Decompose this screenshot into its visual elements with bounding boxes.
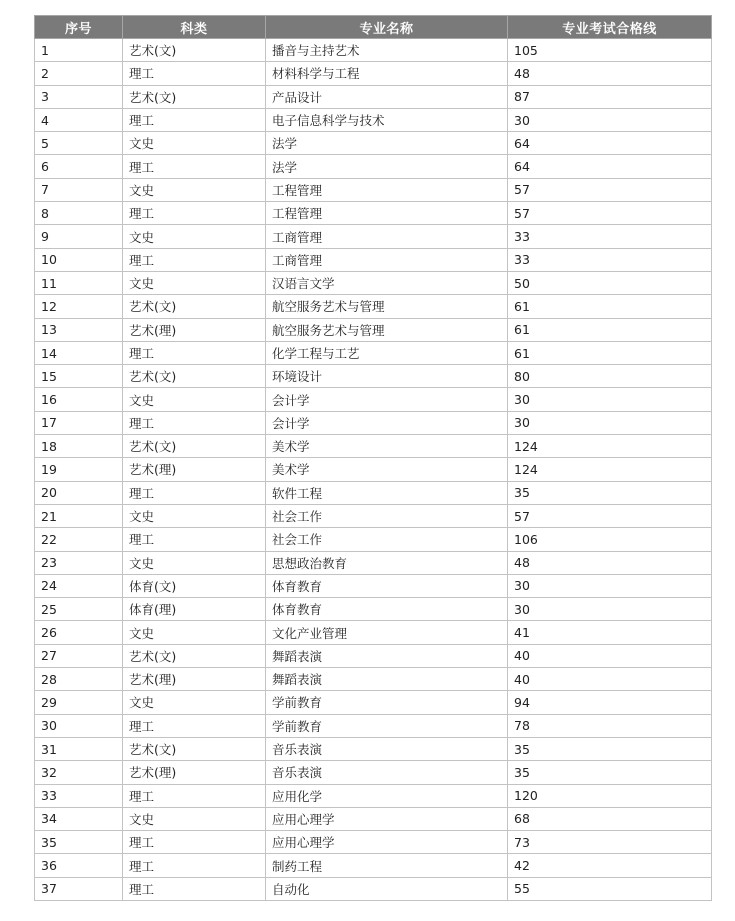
cell-major-name: 音乐表演: [266, 761, 508, 784]
cell-category: 文史: [123, 388, 266, 411]
cell-index: 4: [35, 108, 123, 131]
cell-major-name: 体育教育: [266, 598, 508, 621]
cell-major-name: 软件工程: [266, 481, 508, 504]
header-major-name: 专业名称: [266, 16, 508, 39]
table-row: [35, 295, 712, 318]
cell-index: 8: [35, 202, 123, 225]
score-table: [34, 15, 712, 901]
cell-passing-score: 124: [508, 458, 712, 481]
cell-category: 理工: [123, 877, 266, 900]
cell-passing-score: 40: [508, 644, 712, 667]
table-row: [35, 621, 712, 644]
cell-category: 文史: [123, 132, 266, 155]
cell-index: 34: [35, 807, 123, 830]
cell-category: 理工: [123, 831, 266, 854]
cell-index: 37: [35, 877, 123, 900]
cell-index: 5: [35, 132, 123, 155]
cell-passing-score: 33: [508, 225, 712, 248]
cell-index: 15: [35, 365, 123, 388]
cell-category: 文史: [123, 225, 266, 248]
table-row: [35, 225, 712, 248]
table-row: [35, 458, 712, 481]
cell-passing-score: 57: [508, 178, 712, 201]
cell-category: 理工: [123, 155, 266, 178]
cell-category: 艺术(理): [123, 318, 266, 341]
cell-passing-score: 68: [508, 807, 712, 830]
cell-passing-score: 73: [508, 831, 712, 854]
cell-passing-score: 78: [508, 714, 712, 737]
table-row: [35, 248, 712, 271]
cell-category: 理工: [123, 481, 266, 504]
table-row: [35, 784, 712, 807]
cell-passing-score: 48: [508, 62, 712, 85]
cell-category: 艺术(文): [123, 85, 266, 108]
cell-category: 艺术(理): [123, 458, 266, 481]
cell-passing-score: 42: [508, 854, 712, 877]
table-row: [35, 85, 712, 108]
cell-passing-score: 30: [508, 411, 712, 434]
cell-category: 理工: [123, 248, 266, 271]
cell-category: 艺术(文): [123, 737, 266, 760]
table-row: [35, 39, 712, 62]
cell-passing-score: 120: [508, 784, 712, 807]
cell-major-name: 工商管理: [266, 225, 508, 248]
cell-index: 27: [35, 644, 123, 667]
cell-category: 文史: [123, 551, 266, 574]
table-row: [35, 62, 712, 85]
table-row: [35, 668, 712, 691]
cell-major-name: 产品设计: [266, 85, 508, 108]
table-row: [35, 598, 712, 621]
cell-major-name: 航空服务艺术与管理: [266, 295, 508, 318]
cell-major-name: 航空服务艺术与管理: [266, 318, 508, 341]
cell-major-name: 环境设计: [266, 365, 508, 388]
cell-category: 艺术(理): [123, 761, 266, 784]
cell-index: 35: [35, 831, 123, 854]
cell-category: 艺术(文): [123, 435, 266, 458]
cell-major-name: 工程管理: [266, 202, 508, 225]
cell-major-name: 应用心理学: [266, 831, 508, 854]
cell-passing-score: 87: [508, 85, 712, 108]
table-row: [35, 178, 712, 201]
header-row: [35, 16, 712, 39]
table-row: [35, 807, 712, 830]
cell-index: 31: [35, 737, 123, 760]
cell-major-name: 美术学: [266, 458, 508, 481]
table-row: [35, 854, 712, 877]
cell-category: 文史: [123, 621, 266, 644]
cell-major-name: 汉语言文学: [266, 271, 508, 294]
cell-category: 艺术(理): [123, 668, 266, 691]
cell-category: 文史: [123, 504, 266, 527]
cell-passing-score: 30: [508, 574, 712, 597]
cell-passing-score: 64: [508, 155, 712, 178]
cell-category: 理工: [123, 784, 266, 807]
cell-category: 文史: [123, 807, 266, 830]
table-row: [35, 644, 712, 667]
cell-index: 3: [35, 85, 123, 108]
cell-major-name: 电子信息科学与技术: [266, 108, 508, 131]
header-passing-score: 专业考试合格线: [508, 16, 712, 39]
cell-passing-score: 105: [508, 39, 712, 62]
cell-index: 1: [35, 39, 123, 62]
table-row: [35, 271, 712, 294]
cell-category: 艺术(文): [123, 644, 266, 667]
cell-index: 19: [35, 458, 123, 481]
cell-category: 艺术(文): [123, 365, 266, 388]
cell-passing-score: 57: [508, 504, 712, 527]
cell-passing-score: 64: [508, 132, 712, 155]
cell-index: 16: [35, 388, 123, 411]
table-row: [35, 481, 712, 504]
cell-index: 20: [35, 481, 123, 504]
cell-passing-score: 35: [508, 761, 712, 784]
cell-category: 体育(理): [123, 598, 266, 621]
cell-major-name: 工程管理: [266, 178, 508, 201]
table-row: [35, 202, 712, 225]
table-row: [35, 108, 712, 131]
cell-passing-score: 106: [508, 528, 712, 551]
table-row: [35, 877, 712, 900]
cell-passing-score: 33: [508, 248, 712, 271]
cell-passing-score: 80: [508, 365, 712, 388]
cell-index: 36: [35, 854, 123, 877]
table-row: [35, 132, 712, 155]
cell-passing-score: 61: [508, 295, 712, 318]
table-row: [35, 388, 712, 411]
cell-major-name: 自动化: [266, 877, 508, 900]
table-row: [35, 574, 712, 597]
cell-major-name: 社会工作: [266, 528, 508, 551]
cell-passing-score: 50: [508, 271, 712, 294]
cell-index: 24: [35, 574, 123, 597]
cell-category: 理工: [123, 714, 266, 737]
table-row: [35, 504, 712, 527]
cell-major-name: 应用化学: [266, 784, 508, 807]
cell-major-name: 制药工程: [266, 854, 508, 877]
cell-index: 23: [35, 551, 123, 574]
cell-major-name: 文化产业管理: [266, 621, 508, 644]
table-header: [35, 16, 712, 39]
cell-category: 艺术(文): [123, 295, 266, 318]
cell-index: 11: [35, 271, 123, 294]
cell-passing-score: 41: [508, 621, 712, 644]
cell-major-name: 思想政治教育: [266, 551, 508, 574]
cell-index: 18: [35, 435, 123, 458]
header-index: 序号: [35, 16, 123, 39]
cell-major-name: 会计学: [266, 411, 508, 434]
cell-category: 艺术(文): [123, 39, 266, 62]
cell-category: 文史: [123, 178, 266, 201]
table-row: [35, 411, 712, 434]
cell-category: 理工: [123, 202, 266, 225]
cell-category: 理工: [123, 62, 266, 85]
cell-major-name: 法学: [266, 155, 508, 178]
cell-index: 10: [35, 248, 123, 271]
table-row: [35, 155, 712, 178]
cell-passing-score: 124: [508, 435, 712, 458]
table-row: [35, 341, 712, 364]
cell-passing-score: 30: [508, 108, 712, 131]
cell-major-name: 学前教育: [266, 691, 508, 714]
cell-major-name: 播音与主持艺术: [266, 39, 508, 62]
table-row: [35, 318, 712, 341]
cell-index: 14: [35, 341, 123, 364]
cell-passing-score: 40: [508, 668, 712, 691]
header-category: 科类: [123, 16, 266, 39]
cell-category: 理工: [123, 411, 266, 434]
table-row: [35, 435, 712, 458]
cell-index: 29: [35, 691, 123, 714]
cell-passing-score: 48: [508, 551, 712, 574]
cell-index: 17: [35, 411, 123, 434]
cell-passing-score: 61: [508, 341, 712, 364]
table-row: [35, 737, 712, 760]
cell-major-name: 舞蹈表演: [266, 668, 508, 691]
cell-major-name: 体育教育: [266, 574, 508, 597]
cell-index: 7: [35, 178, 123, 201]
cell-index: 33: [35, 784, 123, 807]
cell-index: 28: [35, 668, 123, 691]
cell-passing-score: 35: [508, 737, 712, 760]
cell-major-name: 工商管理: [266, 248, 508, 271]
cell-index: 22: [35, 528, 123, 551]
cell-category: 理工: [123, 528, 266, 551]
cell-major-name: 材料科学与工程: [266, 62, 508, 85]
cell-passing-score: 61: [508, 318, 712, 341]
cell-index: 25: [35, 598, 123, 621]
cell-major-name: 化学工程与工艺: [266, 341, 508, 364]
cell-index: 26: [35, 621, 123, 644]
cell-passing-score: 30: [508, 388, 712, 411]
cell-passing-score: 57: [508, 202, 712, 225]
table-row: [35, 365, 712, 388]
cell-major-name: 音乐表演: [266, 737, 508, 760]
cell-index: 9: [35, 225, 123, 248]
cell-passing-score: 55: [508, 877, 712, 900]
cell-index: 2: [35, 62, 123, 85]
cell-passing-score: 94: [508, 691, 712, 714]
cell-passing-score: 30: [508, 598, 712, 621]
table-row: [35, 831, 712, 854]
cell-major-name: 舞蹈表演: [266, 644, 508, 667]
cell-passing-score: 35: [508, 481, 712, 504]
table-body: [35, 39, 712, 901]
table-row: [35, 551, 712, 574]
table-row: [35, 691, 712, 714]
score-table-container: [34, 15, 711, 901]
cell-index: 13: [35, 318, 123, 341]
cell-index: 30: [35, 714, 123, 737]
cell-category: 理工: [123, 854, 266, 877]
cell-major-name: 法学: [266, 132, 508, 155]
cell-category: 文史: [123, 271, 266, 294]
cell-category: 文史: [123, 691, 266, 714]
cell-major-name: 会计学: [266, 388, 508, 411]
table-row: [35, 761, 712, 784]
table-row: [35, 714, 712, 737]
cell-category: 理工: [123, 341, 266, 364]
cell-category: 理工: [123, 108, 266, 131]
cell-category: 体育(文): [123, 574, 266, 597]
cell-index: 6: [35, 155, 123, 178]
cell-index: 32: [35, 761, 123, 784]
cell-major-name: 美术学: [266, 435, 508, 458]
cell-major-name: 学前教育: [266, 714, 508, 737]
cell-major-name: 应用心理学: [266, 807, 508, 830]
cell-major-name: 社会工作: [266, 504, 508, 527]
table-row: [35, 528, 712, 551]
cell-index: 21: [35, 504, 123, 527]
cell-index: 12: [35, 295, 123, 318]
